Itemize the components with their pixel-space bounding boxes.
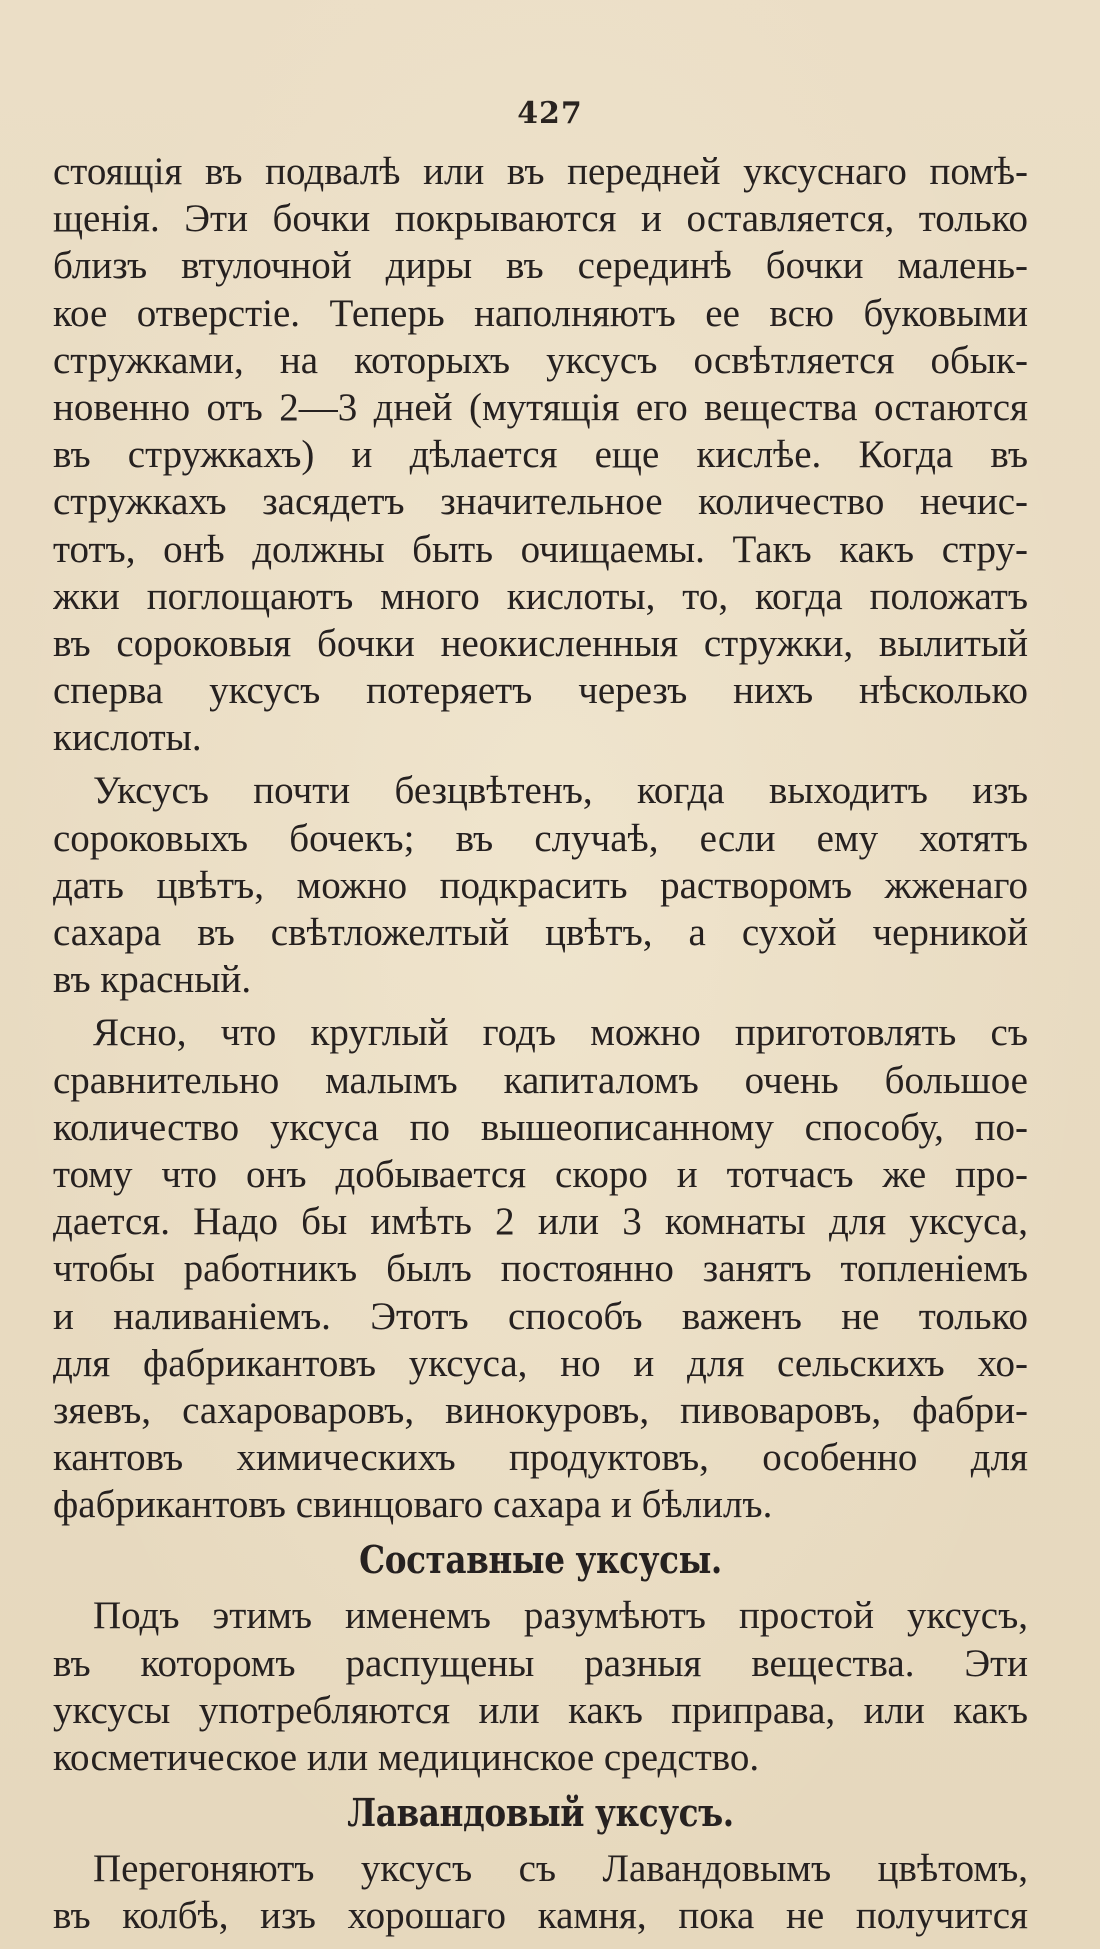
paragraph-year-round-production [53, 1009, 1028, 1528]
page-text [53, 148, 1028, 1940]
text-line: дается. Надо бы имѣть 2 или 3 комнаты для уксуса, [53, 1200, 1028, 1244]
text-line: сравнительно малымъ капиталомъ очень большое [53, 1058, 1028, 1102]
text-line: уксусы употребляются или какъ приправа, или какъ [53, 1688, 1028, 1732]
paragraph-vinegar-color [53, 767, 1028, 1003]
text-line: зяевъ, сахароваровъ, винокуровъ, пивоваровъ, фабри- [53, 1388, 1028, 1432]
text-line: кое отверстіе. Теперь наполняютъ ее всю буковыми [53, 291, 1028, 335]
section-heading-lavender-vinegar: Лавандовый уксусъ. [347, 1790, 734, 1836]
text-line: дать цвѣтъ, можно подкрасить растворомъ жженаго [53, 863, 1028, 907]
text-line: Ясно, что круглый годъ можно приготовлять съ [93, 1011, 1028, 1055]
text-line: въ колбѣ, изъ хорошаго камня, пока не получится [53, 1894, 1028, 1938]
text-line: фабрикантовъ свинцоваго сахара и бѣлилъ. [53, 1483, 773, 1527]
section-heading-compound-vinegars: Составные уксусы. [359, 1537, 722, 1583]
text-line: косметическое или медицинское средство. [53, 1736, 760, 1779]
paragraph-vinegar-barrels [53, 148, 1028, 761]
text-line: сороковыхъ бочекъ; въ случаѣ, если ему хотятъ [53, 816, 1028, 860]
text-line: щенія. Эти бочки покрываются и оставляется, только [53, 197, 1028, 241]
text-line: сахара въ свѣтложелтый цвѣтъ, а сухой черникой [53, 911, 1028, 954]
page-number: 427 [517, 96, 583, 131]
text-line: въ сороковыя бочки неокисленныя стружки, вылитый [53, 621, 1028, 665]
text-line: Перегоняютъ уксусъ съ Лавандовымъ цвѣтомъ, [93, 1847, 1028, 1891]
text-line: кантовъ химическихъ продуктовъ, особенно для [53, 1436, 1028, 1480]
text-line: сперва уксусъ потеряетъ черезъ нихъ нѣсколько [53, 669, 1028, 713]
text-line: стружкахъ засядетъ значительное количество нечис- [53, 480, 1028, 524]
text-line: и наливаніемъ. Этотъ способъ важенъ не только [53, 1294, 1028, 1338]
text-line: въ стружкахъ) и дѣлается еще кислѣе. Когда въ [53, 433, 1028, 477]
text-line: близъ втулочной диры въ серединѣ бочки малень- [53, 244, 1028, 288]
text-line: количество уксуса по вышеописанному способу, по- [53, 1105, 1028, 1149]
text-line: въ красный. [53, 958, 252, 1002]
text-line: стружками, на которыхъ уксусъ освѣтляется обык- [53, 338, 1028, 382]
text-line: жки поглощаютъ много кислоты, то, когда положатъ [53, 574, 1028, 618]
text-line: тотъ, онѣ должны быть очищаемы. Такъ какъ стру- [53, 527, 1028, 571]
text-line: Подъ этимъ именемъ разумѣютъ простой уксусъ, [93, 1594, 1028, 1638]
text-line: новенно отъ 2—3 дней (мутящія его вещества остаются [53, 385, 1028, 429]
text-line: кислоты. [53, 716, 202, 760]
text-line: для фабрикантовъ уксуса, но и для сельскихъ хо- [53, 1341, 1028, 1385]
text-line: чтобы работникъ былъ постоянно занятъ топленіемъ [53, 1247, 1028, 1291]
text-line: въ которомъ распущены разныя вещества. Эти [53, 1641, 1028, 1685]
text-line: стоящія въ подвалѣ или въ передней уксуснаго помѣ- [53, 150, 1028, 193]
text-line: тому что онъ добывается скоро и тотчасъ же про- [53, 1152, 1028, 1196]
text-line: Уксусъ почти безцвѣтенъ, когда выходитъ изъ [93, 769, 1028, 813]
paragraph-compound-vinegars [53, 1592, 1028, 1781]
paragraph-lavender-vinegar [53, 1845, 1028, 1939]
